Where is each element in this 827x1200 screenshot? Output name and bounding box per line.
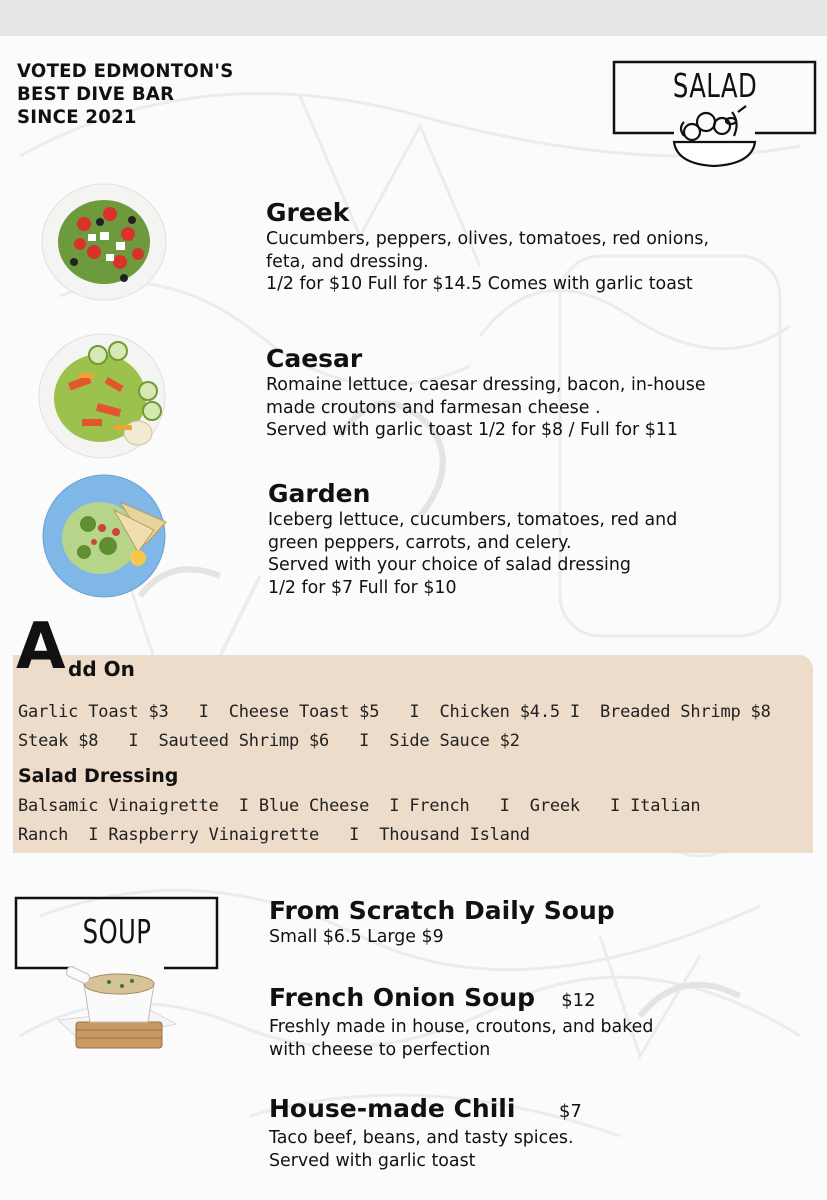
dish-description: Romaine lettuce, caesar dressing, bacon, in-house made croutons and farmesan cheese . Served with garlic toast 1/2 for $8 / Full for $11 bbox=[266, 375, 706, 440]
tagline-line-1: VOTED EDMONTON'S bbox=[17, 60, 234, 82]
dish-caesar bbox=[266, 344, 706, 442]
addon-items-line-2: Steak $8 I Sauteed Shrimp $6 I Side Sauce $2 bbox=[18, 731, 520, 751]
dish-name-text: From Scratch Daily Soup bbox=[269, 896, 615, 925]
dish-price: $7 bbox=[558, 1101, 582, 1122]
soup-section-title: SOUP bbox=[82, 912, 152, 951]
dish-garden bbox=[268, 479, 677, 599]
top-bar bbox=[0, 0, 827, 36]
dish-name-text: French Onion Soup bbox=[269, 983, 536, 1012]
garden-salad-image bbox=[42, 474, 170, 598]
dish-description: Iceberg lettuce, cucumbers, tomatoes, red and green peppers, carrots, and celery. Served with your choice of salad dressing 1/2 for $7 Full for $10 bbox=[268, 510, 678, 598]
french-onion-soup-image bbox=[54, 964, 182, 1052]
dish-french-onion-soup bbox=[269, 983, 653, 1061]
addon-title-rest: dd On bbox=[68, 657, 135, 681]
addon-title-initial: A bbox=[16, 610, 66, 684]
dish-name-text: House-made Chili bbox=[269, 1094, 516, 1123]
dish-description: Small $6.5 Large $9 bbox=[269, 927, 444, 947]
dish-daily-soup bbox=[269, 896, 615, 949]
dish-name bbox=[269, 1094, 582, 1127]
dish-house-made-chili bbox=[269, 1094, 582, 1172]
salad-section-title: SALAD bbox=[672, 66, 758, 105]
dish-name bbox=[269, 896, 615, 926]
dish-name: Garden bbox=[268, 479, 371, 508]
dish-name bbox=[269, 983, 653, 1016]
dish-description: Cucumbers, peppers, olives, tomatoes, red onions, feta, and dressing. 1/2 for $10 Full for $14.5 Comes with garlic toast bbox=[266, 229, 709, 294]
addon-items-line-1: Garlic Toast $3 I Cheese Toast $5 I Chicken $4.5 I Breaded Shrimp $8 bbox=[18, 702, 771, 722]
dish-description: Freshly made in house, croutons, and baked with cheese to perfection bbox=[269, 1017, 654, 1060]
dressing-options-line-1: Balsamic Vinaigrette I Blue Cheese I French I Greek I Italian bbox=[18, 796, 701, 816]
dressing-options-line-2: Ranch I Raspberry Vinaigrette I Thousand Island bbox=[18, 825, 530, 845]
caesar-salad-image bbox=[38, 333, 170, 459]
addon-panel bbox=[13, 655, 813, 853]
dish-name: Greek bbox=[266, 198, 350, 227]
dish-name: Caesar bbox=[266, 344, 363, 373]
dish-description: Taco beef, beans, and tasty spices. Served with garlic toast bbox=[269, 1128, 574, 1171]
greek-salad-image bbox=[40, 182, 168, 302]
tagline bbox=[17, 60, 233, 129]
tagline-line-3: SINCE 2021 bbox=[17, 106, 137, 128]
dish-greek bbox=[266, 198, 709, 296]
dish-price: $12 bbox=[561, 990, 596, 1011]
salad-bowl-icon bbox=[674, 106, 755, 166]
salad-dressing-heading: Salad Dressing bbox=[18, 765, 179, 787]
tagline-line-2: BEST DIVE BAR bbox=[17, 83, 175, 105]
